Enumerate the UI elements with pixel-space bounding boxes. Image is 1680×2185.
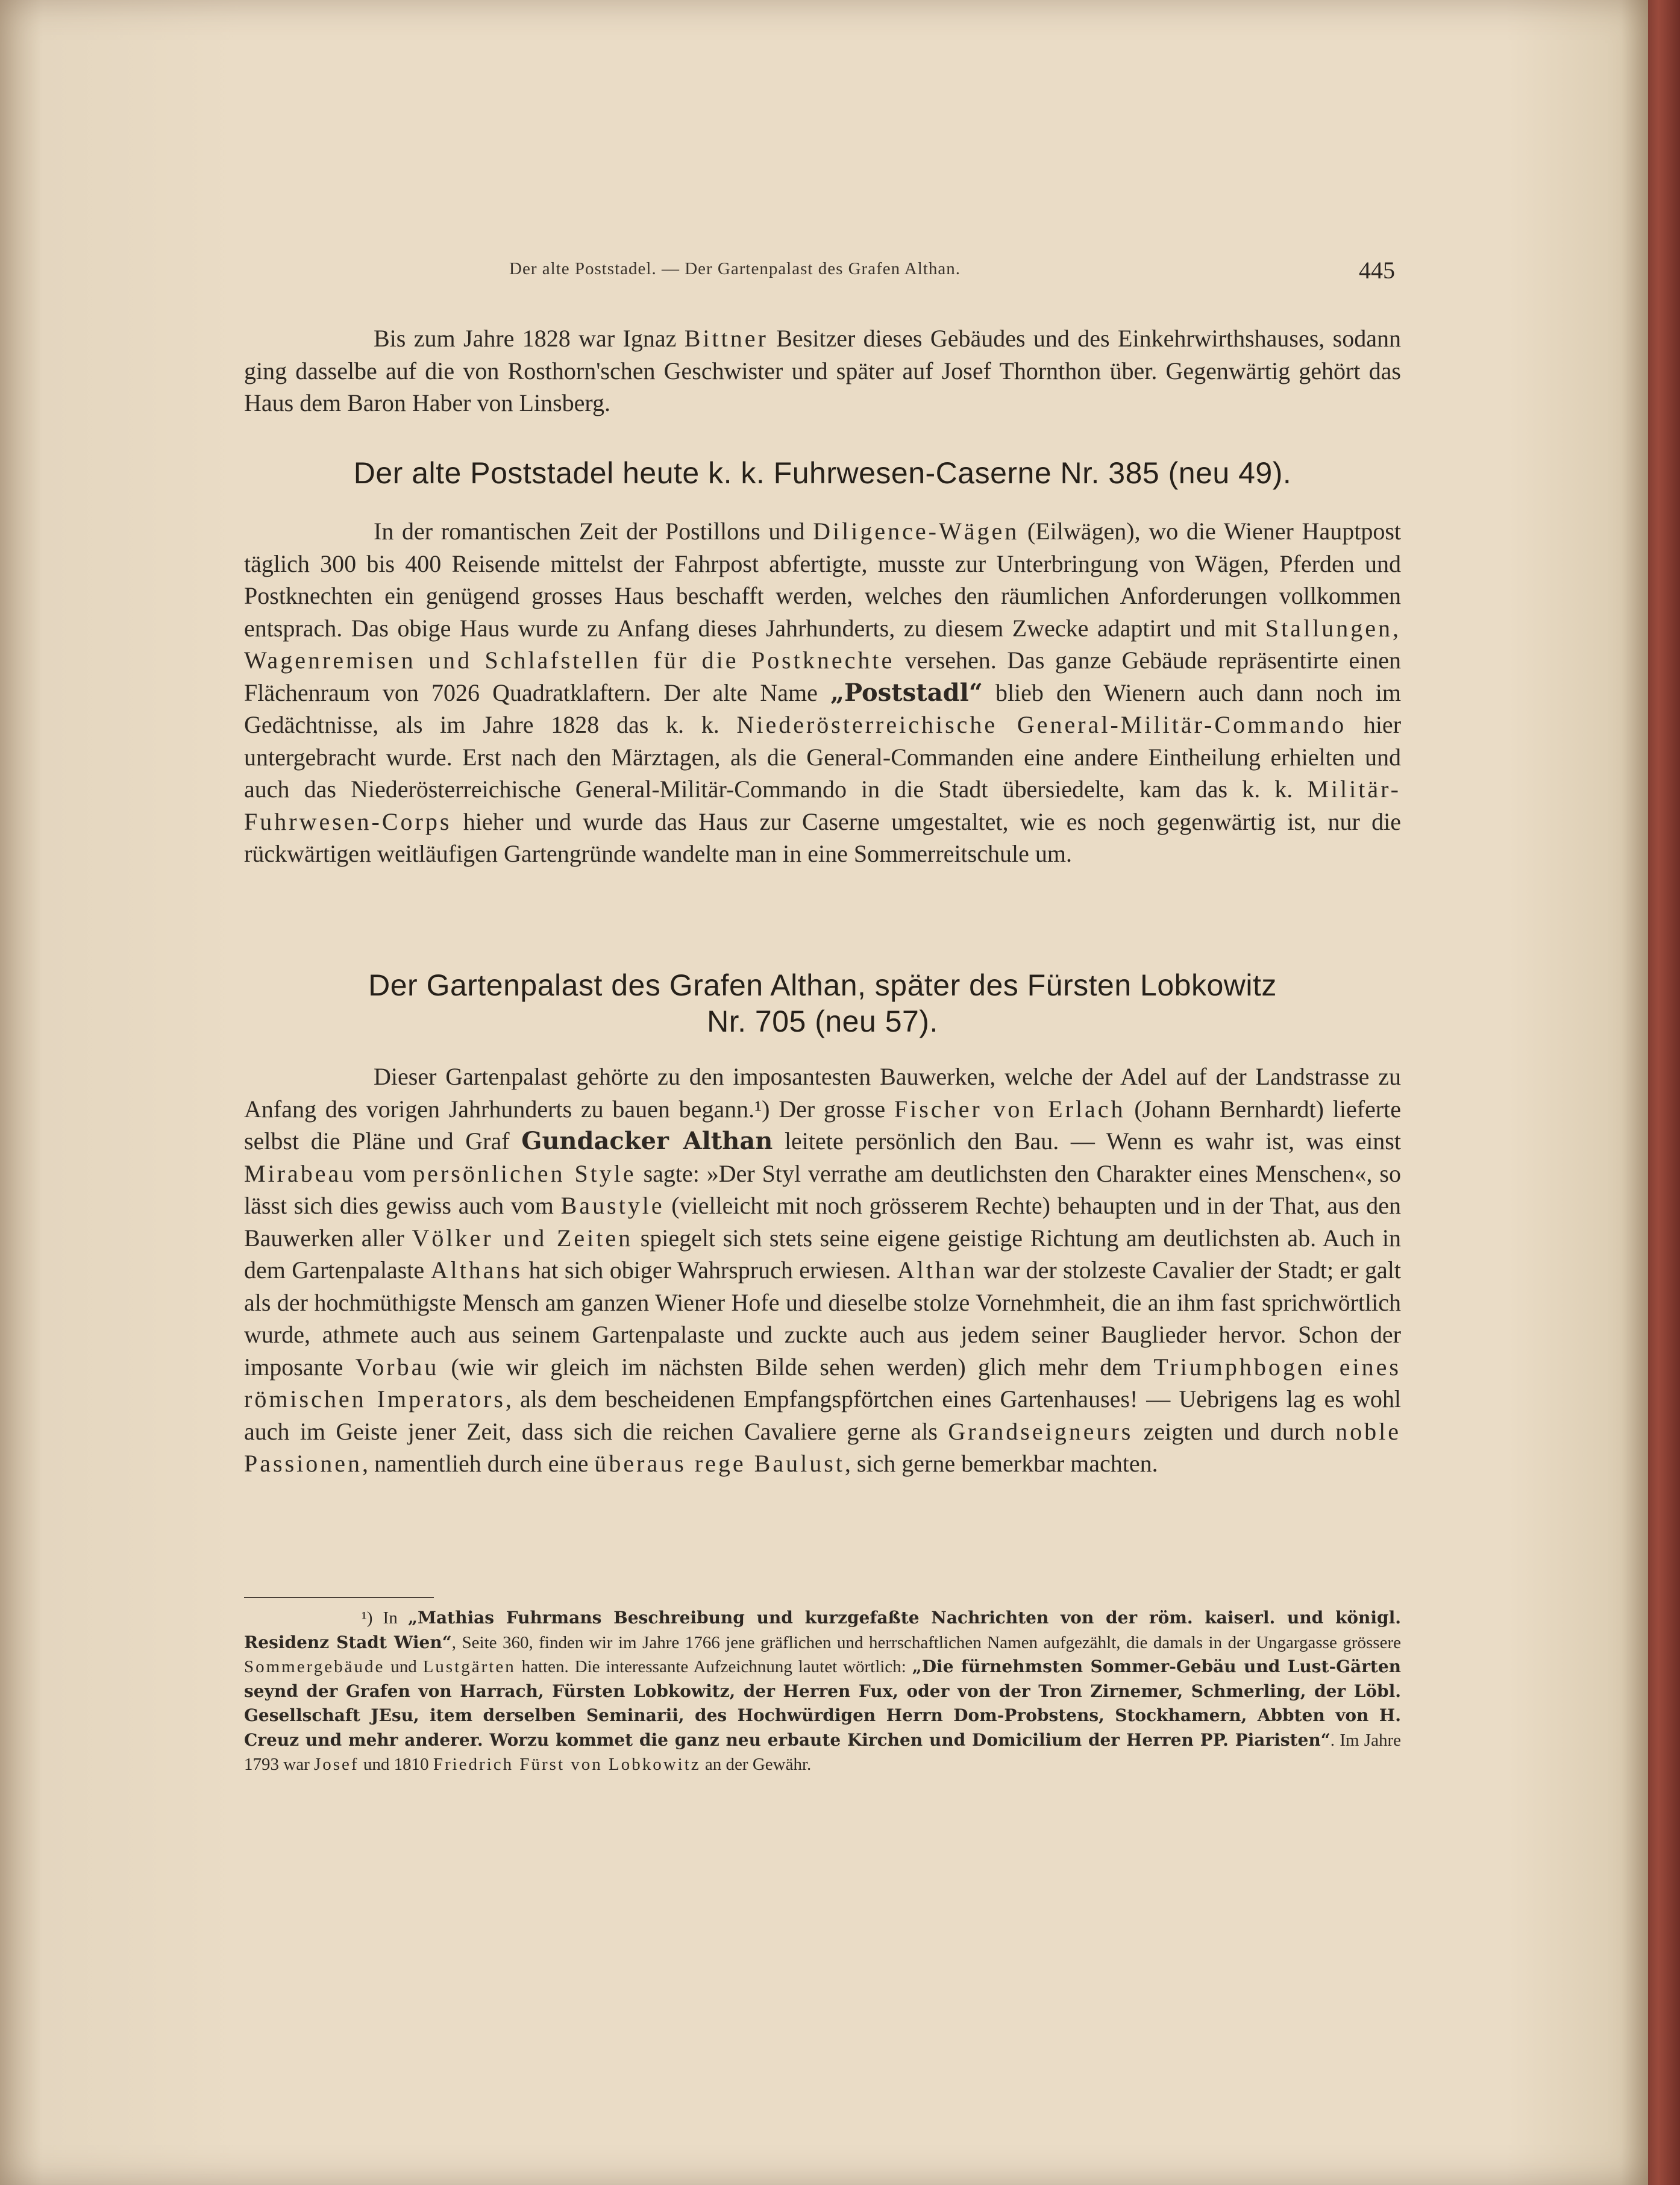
spaced-term: Triumphbogen eines römischen Imperators [244,1353,1401,1412]
spaced-name: Mirabeau [244,1159,356,1187]
text-run: (wie wir gleich im nächsten Bilde sehen werden) glich mehr dem [439,1353,1154,1381]
text-run: Bis zum Jahre 1828 war Ignaz [374,325,685,352]
running-head: Der alte Poststadel. — Der Gartenpalast des Grafen Althan. [509,259,961,278]
text-run: Besitzer dieses Gebäudes und des Einkehrwirthshauses, sodann ging dasselbe auf die von Rosthorn'schen Geschwister und später auf Josef Thornthon über. Gegenwärtig gehört das Haus dem Baron Haber von Linsberg. [244,325,1401,416]
spaced-term: Militär-Fuhrwesen-Corps [244,776,1401,835]
text-run: vom [356,1159,413,1187]
text-run: leitete persönlich den Bau. — Wenn es wahr ist, was einst [773,1127,1401,1155]
section-heading-gartenpalast [244,967,1401,1039]
text-run: versehen. Das ganze Gebäude repräsentirte einen Flächenraum von 7026 Quadratklaftern. Der alte Name [244,647,1401,706]
spaced-name: Fischer von Erlach [894,1095,1126,1123]
text-run: , als dem bescheidenen Empfangspförtchen eines Gartenhauses! — Uebrigens lag es wohl auch im Geiste jener Zeit, dass sich die reichen Cavaliere gerne als [244,1385,1401,1445]
spaced-name: Bittner [684,325,768,352]
spaced-term: Lustgärten [422,1657,516,1676]
text-run: zeigten und durch [1133,1417,1336,1445]
spaced-name: Althan [897,1256,977,1284]
text-run: war der stolzeste Cavalier der Stadt; er galt als der hochmüthigste Mensch am ganzen Wiener Hofe und dieselbe stolze Vornehmheit, die an ihm fast sprichwörtlich wurde, athmete auch aus seinem Gartenpalaste und zuckte auch aus jedem seiner Bauglieder hervor. Schon der imposante [244,1256,1401,1381]
spaced-term: Baustyle [560,1192,665,1219]
text-run: hat sich obiger Wahrspruch erwiesen. [522,1256,897,1284]
fraktur-term: „Poststadl“ [830,678,983,707]
spaced-term: Grandseigneurs [948,1417,1133,1445]
fraktur-quote: „Die fürnehmsten Sommer-Gebäu und Lust-Gärten seynd der Grafen von Harrach, Fürsten Lobkowitz, der Herren Fux, oder von der Tron Zirnemer, Schmerling, der Löbl. Gesellschaft JEsu, item derselben Seminarii, des Hochwürdigen Herrn Dom-Probstens, Stockhamern, Abbten von H. Creuz und mehr anderer. Worzu kommet die ganz neu erbaute Kirchen und Domicilium der Herren PP. Piaristen“ [244,1657,1401,1750]
heading-line: Nr. 705 (neu 57). [707,1005,938,1038]
text-run: blieb den Wienern auch dann noch im Gedächtnisse, als im Jahre 1828 das k. k. [244,679,1401,738]
spaced-term: noble Passionen [244,1417,1401,1477]
spaced-term: Völker und Zeiten [412,1224,633,1252]
heading-line: Der Gartenpalast des Grafen Althan, später des Fürsten Lobkowitz [368,968,1277,1002]
text-run: hatten. Die interessante Aufzeichnung lautet wörtlich: [515,1657,912,1676]
footnote-divider [244,1597,434,1598]
section-heading-poststadel: Der alte Poststadel heute k. k. Fuhrwesen-Caserne Nr. 385 (neu 49). [353,456,1292,490]
text-run: spiegelt sich stets seine eigene geistige Richtung am deutlichsten ab. Auch in dem Gartenpalaste [244,1224,1401,1284]
text-run: (Johann Bernhardt) lieferte selbst die Pläne und Graf [244,1095,1401,1155]
spaced-term: Sommergebäude [244,1657,385,1676]
footnote [244,1606,1401,1777]
text-run: hieher und wurde das Haus zur Caserne umgestaltet, wie es noch gegenwärtig ist, nur die rückwärtigen weitläufigen Gartengründe wandelte man in eine Sommerreitschule um. [244,807,1401,867]
text-run: Dieser Gartenpalast gehörte zu den imposantesten Bauwerken, welche der Adel auf der Landstrasse zu Anfang des vorigen Jahrhunderts zu bauen begann.¹) Der grosse [244,1063,1401,1123]
spaced-name: Josef [313,1755,359,1774]
spaced-name: Althans [430,1256,523,1284]
intro-paragraph [244,322,1401,419]
text-run: und 1810 [359,1755,433,1774]
text-run: , namentlieh durch eine [362,1450,595,1477]
spaced-term: Niederösterreichische General-Militär-Commando [736,711,1347,738]
text-run: sagte: »Der Styl verrathe am deutlichsten den Charakter eines Menschen«, so lässt sich dies gewiss auch vom [244,1159,1401,1219]
spaced-term: Stallungen, Wagenremisen und Schlafstellen für die Postknechte [244,614,1401,674]
book-spine [1644,0,1680,2185]
spaced-term: persönlichen Style [413,1159,636,1187]
text-run: In der romantischen Zeit der Postillons und [374,518,813,545]
text-run: ¹) In [362,1608,408,1628]
text-run: an der Gewähr. [700,1755,812,1774]
gartenpalast-paragraph [244,1061,1401,1480]
text-run: (Eilwägen), wo die Wiener Hauptpost täglich 300 bis 400 Reisende mittelst der Fahrpost abfertigte, musste zur Unterbringung von Wägen, Pferden und Postknechten ein genügend grosses Haus beschafft werden, welches den räumlichen Anforderungen vollkommen entsprach. Das obige Haus wurde zu Anfang dieses Jahrhunderts, zu diesem Zwecke adaptirt und mit [244,518,1401,642]
spaced-term: Vorbau [355,1353,439,1381]
text-run: , sich gerne bemerkbar machten. [844,1450,1158,1477]
poststadel-paragraph [244,515,1401,870]
fraktur-citation: „Mathias Fuhrmans Beschreibung und kurzgefaßte Nachrichten von der röm. kaiserl. und königl. Residenz Stadt Wien“ [244,1608,1401,1652]
fraktur-name: Gundacker Althan [521,1127,773,1155]
text-run: und [384,1657,423,1676]
spaced-term: überaus rege Baulust [594,1450,845,1477]
text-run: hier untergebracht wurde. Erst nach den Märztagen, als die General-Commanden eine andere Eintheilung erhielten und auch das Niederösterreichische General-Militär-Commando in die Stadt übersiedelte, kam das k. k. [244,711,1402,803]
page-number: 445 [1359,257,1395,284]
text-run: (vielleicht mit noch grösserem Rechte) behaupten und in der That, aus den Bauwerken aller [244,1192,1401,1252]
text-run: , Seite 360, finden wir im Jahre 1766 jene gräflichen und herrschaftlichen Namen aufgezählt, die damals in der Ungargasse grössere [451,1632,1401,1652]
spaced-term: Diligence-Wägen [813,518,1020,545]
text-run: . Im Jahre 1793 war [244,1730,1401,1774]
spaced-name: Friedrich Fürst von Lobkowitz [433,1755,701,1774]
